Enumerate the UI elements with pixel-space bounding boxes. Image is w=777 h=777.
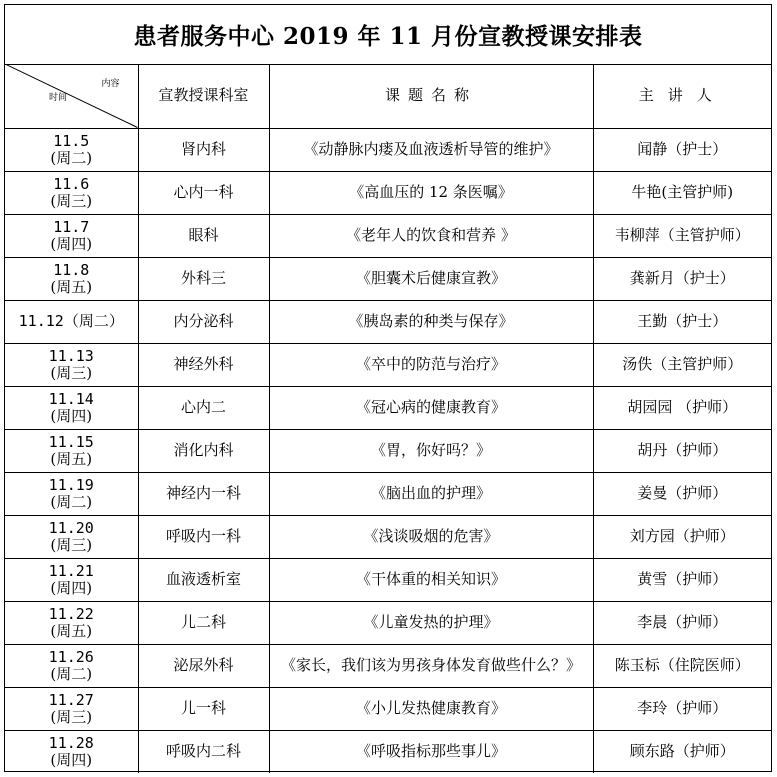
department-cell: 心内二	[138, 386, 269, 429]
department-cell: 呼吸内二科	[138, 730, 269, 773]
date-cell	[5, 429, 138, 472]
topic-cell: 《干体重的相关知识》	[269, 558, 593, 601]
topic-cell: 《小儿发热健康教育》	[269, 687, 593, 730]
lecturer-cell: 李玲（护师）	[593, 687, 771, 730]
date-value: 11.28	[48, 733, 94, 752]
date-value: 11.21	[48, 561, 94, 580]
topic-cell: 《呼吸指标那些事儿》	[269, 730, 593, 773]
date-value: 11.15	[48, 432, 94, 451]
department-cell: 眼科	[138, 214, 269, 257]
table-row	[5, 472, 771, 515]
lecturer-cell: 胡丹（护师）	[593, 429, 771, 472]
department-cell: 肾内科	[138, 128, 269, 171]
topic-cell: 《胃，你好吗？》	[269, 429, 593, 472]
topic-cell: 《浅谈吸烟的危害》	[269, 515, 593, 558]
lecturer-cell: 陈玉标（住院医师）	[593, 644, 771, 687]
weekday-value: (周三)	[50, 363, 93, 382]
schedule-sheet	[4, 4, 772, 772]
date-cell	[5, 601, 138, 644]
table-row	[5, 257, 771, 300]
header-row	[5, 64, 771, 128]
schedule-body	[5, 128, 771, 773]
date-cell	[5, 257, 138, 300]
date-value: 11.7	[53, 217, 90, 236]
topic-cell: 《脑出血的护理》	[269, 472, 593, 515]
weekday-value: (周五)	[50, 277, 93, 296]
weekday-value: (周四)	[50, 750, 93, 769]
date-value: 11.13	[48, 346, 94, 365]
table-row	[5, 214, 771, 257]
table-row	[5, 687, 771, 730]
corner-time-label: 时间	[49, 93, 68, 103]
table-row	[5, 601, 771, 644]
date-value: 11.14	[48, 389, 94, 408]
department-cell: 神经内一科	[138, 472, 269, 515]
date-cell	[5, 730, 138, 773]
lecturer-cell: 汤佚（主管护师）	[593, 343, 771, 386]
date-value: 11.27	[48, 690, 94, 709]
date-value: 11.22	[48, 604, 94, 623]
weekday-value: (周三)	[50, 707, 93, 726]
date-cell	[5, 343, 138, 386]
table-row	[5, 730, 771, 773]
department-cell: 儿一科	[138, 687, 269, 730]
lecturer-cell: 韦柳萍（主管护师）	[593, 214, 771, 257]
topic-cell: 《冠心病的健康教育》	[269, 386, 593, 429]
department-cell: 消化内科	[138, 429, 269, 472]
weekday-value: (周五)	[50, 621, 93, 640]
table-row	[5, 558, 771, 601]
table-row	[5, 128, 771, 171]
lecturer-cell: 顾东路（护师）	[593, 730, 771, 773]
department-cell: 血液透析室	[138, 558, 269, 601]
department-cell: 心内一科	[138, 171, 269, 214]
weekday-value: (周四)	[50, 406, 93, 425]
department-cell: 内分泌科	[138, 300, 269, 343]
corner-header	[5, 64, 138, 128]
department-cell: 呼吸内一科	[138, 515, 269, 558]
lecturer-cell: 王勤（护士）	[593, 300, 771, 343]
table-row	[5, 515, 771, 558]
department-cell: 泌尿外科	[138, 644, 269, 687]
weekday-value: (周二)	[50, 148, 93, 167]
date-cell	[5, 128, 138, 171]
date-value: 11.19	[48, 475, 94, 494]
topic-cell: 《老年人的饮食和营养 》	[269, 214, 593, 257]
date-value: 11.5	[53, 131, 90, 150]
table-row	[5, 644, 771, 687]
lecturer-header: 主讲人	[593, 64, 771, 128]
lecturer-cell: 黄雪（护师）	[593, 558, 771, 601]
department-cell: 神经外科	[138, 343, 269, 386]
lecturer-cell: 胡园园 （护师）	[593, 386, 771, 429]
weekday-value: (周三)	[50, 535, 93, 554]
table-row	[5, 429, 771, 472]
weekday-value: (周二)	[50, 492, 93, 511]
table-row	[5, 386, 771, 429]
date-cell	[5, 386, 138, 429]
date-value: 11.20	[48, 518, 94, 537]
date-value: 11.12	[18, 312, 64, 330]
table-row	[5, 343, 771, 386]
table-row	[5, 171, 771, 214]
lecturer-cell: 龚新月（护士）	[593, 257, 771, 300]
weekday-value: (周四)	[50, 578, 93, 597]
topic-cell: 《胆囊术后健康宣教》	[269, 257, 593, 300]
topic-cell: 《卒中的防范与治疗》	[269, 343, 593, 386]
date-cell	[5, 644, 138, 687]
department-cell: 儿二科	[138, 601, 269, 644]
corner-content-label: 内容	[101, 79, 120, 89]
weekday-value: (周二)	[50, 664, 93, 683]
date-cell	[5, 171, 138, 214]
department-cell: 外科三	[138, 257, 269, 300]
weekday-value: (周五)	[50, 449, 93, 468]
diagonal-divider	[5, 64, 138, 128]
topic-header: 课题名称	[269, 64, 593, 128]
date-value: 11.6	[53, 174, 90, 193]
date-cell	[5, 687, 138, 730]
weekday-value: (周三)	[50, 191, 93, 210]
topic-cell: 《家长，我们该为男孩身体发育做些什么？》	[269, 644, 593, 687]
topic-cell: 《胰岛素的种类与保存》	[269, 300, 593, 343]
lecturer-cell: 姜曼（护师）	[593, 472, 771, 515]
weekday-value: （周二）	[63, 312, 124, 330]
page-title: 患者服务中心 2019 年 11 月份宣教授课安排表	[5, 5, 771, 65]
date-cell	[5, 472, 138, 515]
date-value: 11.26	[48, 647, 94, 666]
topic-cell: 《高血压的 12 条医嘱》	[269, 171, 593, 214]
date-cell	[5, 214, 138, 257]
date-value: 11.8	[53, 260, 90, 279]
lecturer-cell: 牛艳(主管护师)	[593, 171, 771, 214]
topic-cell: 《儿童发热的护理》	[269, 601, 593, 644]
lecturer-cell: 刘方园（护师）	[593, 515, 771, 558]
weekday-value: (周四)	[50, 234, 93, 253]
date-cell	[5, 558, 138, 601]
lecturer-cell: 李晨（护师）	[593, 601, 771, 644]
schedule-table	[5, 64, 771, 773]
date-cell	[5, 515, 138, 558]
date-cell	[5, 300, 138, 343]
department-header: 宣教授课科室	[138, 64, 269, 128]
lecturer-cell: 闻静（护士）	[593, 128, 771, 171]
topic-cell: 《动静脉内瘘及血液透析导管的维护》	[269, 128, 593, 171]
table-row	[5, 300, 771, 343]
